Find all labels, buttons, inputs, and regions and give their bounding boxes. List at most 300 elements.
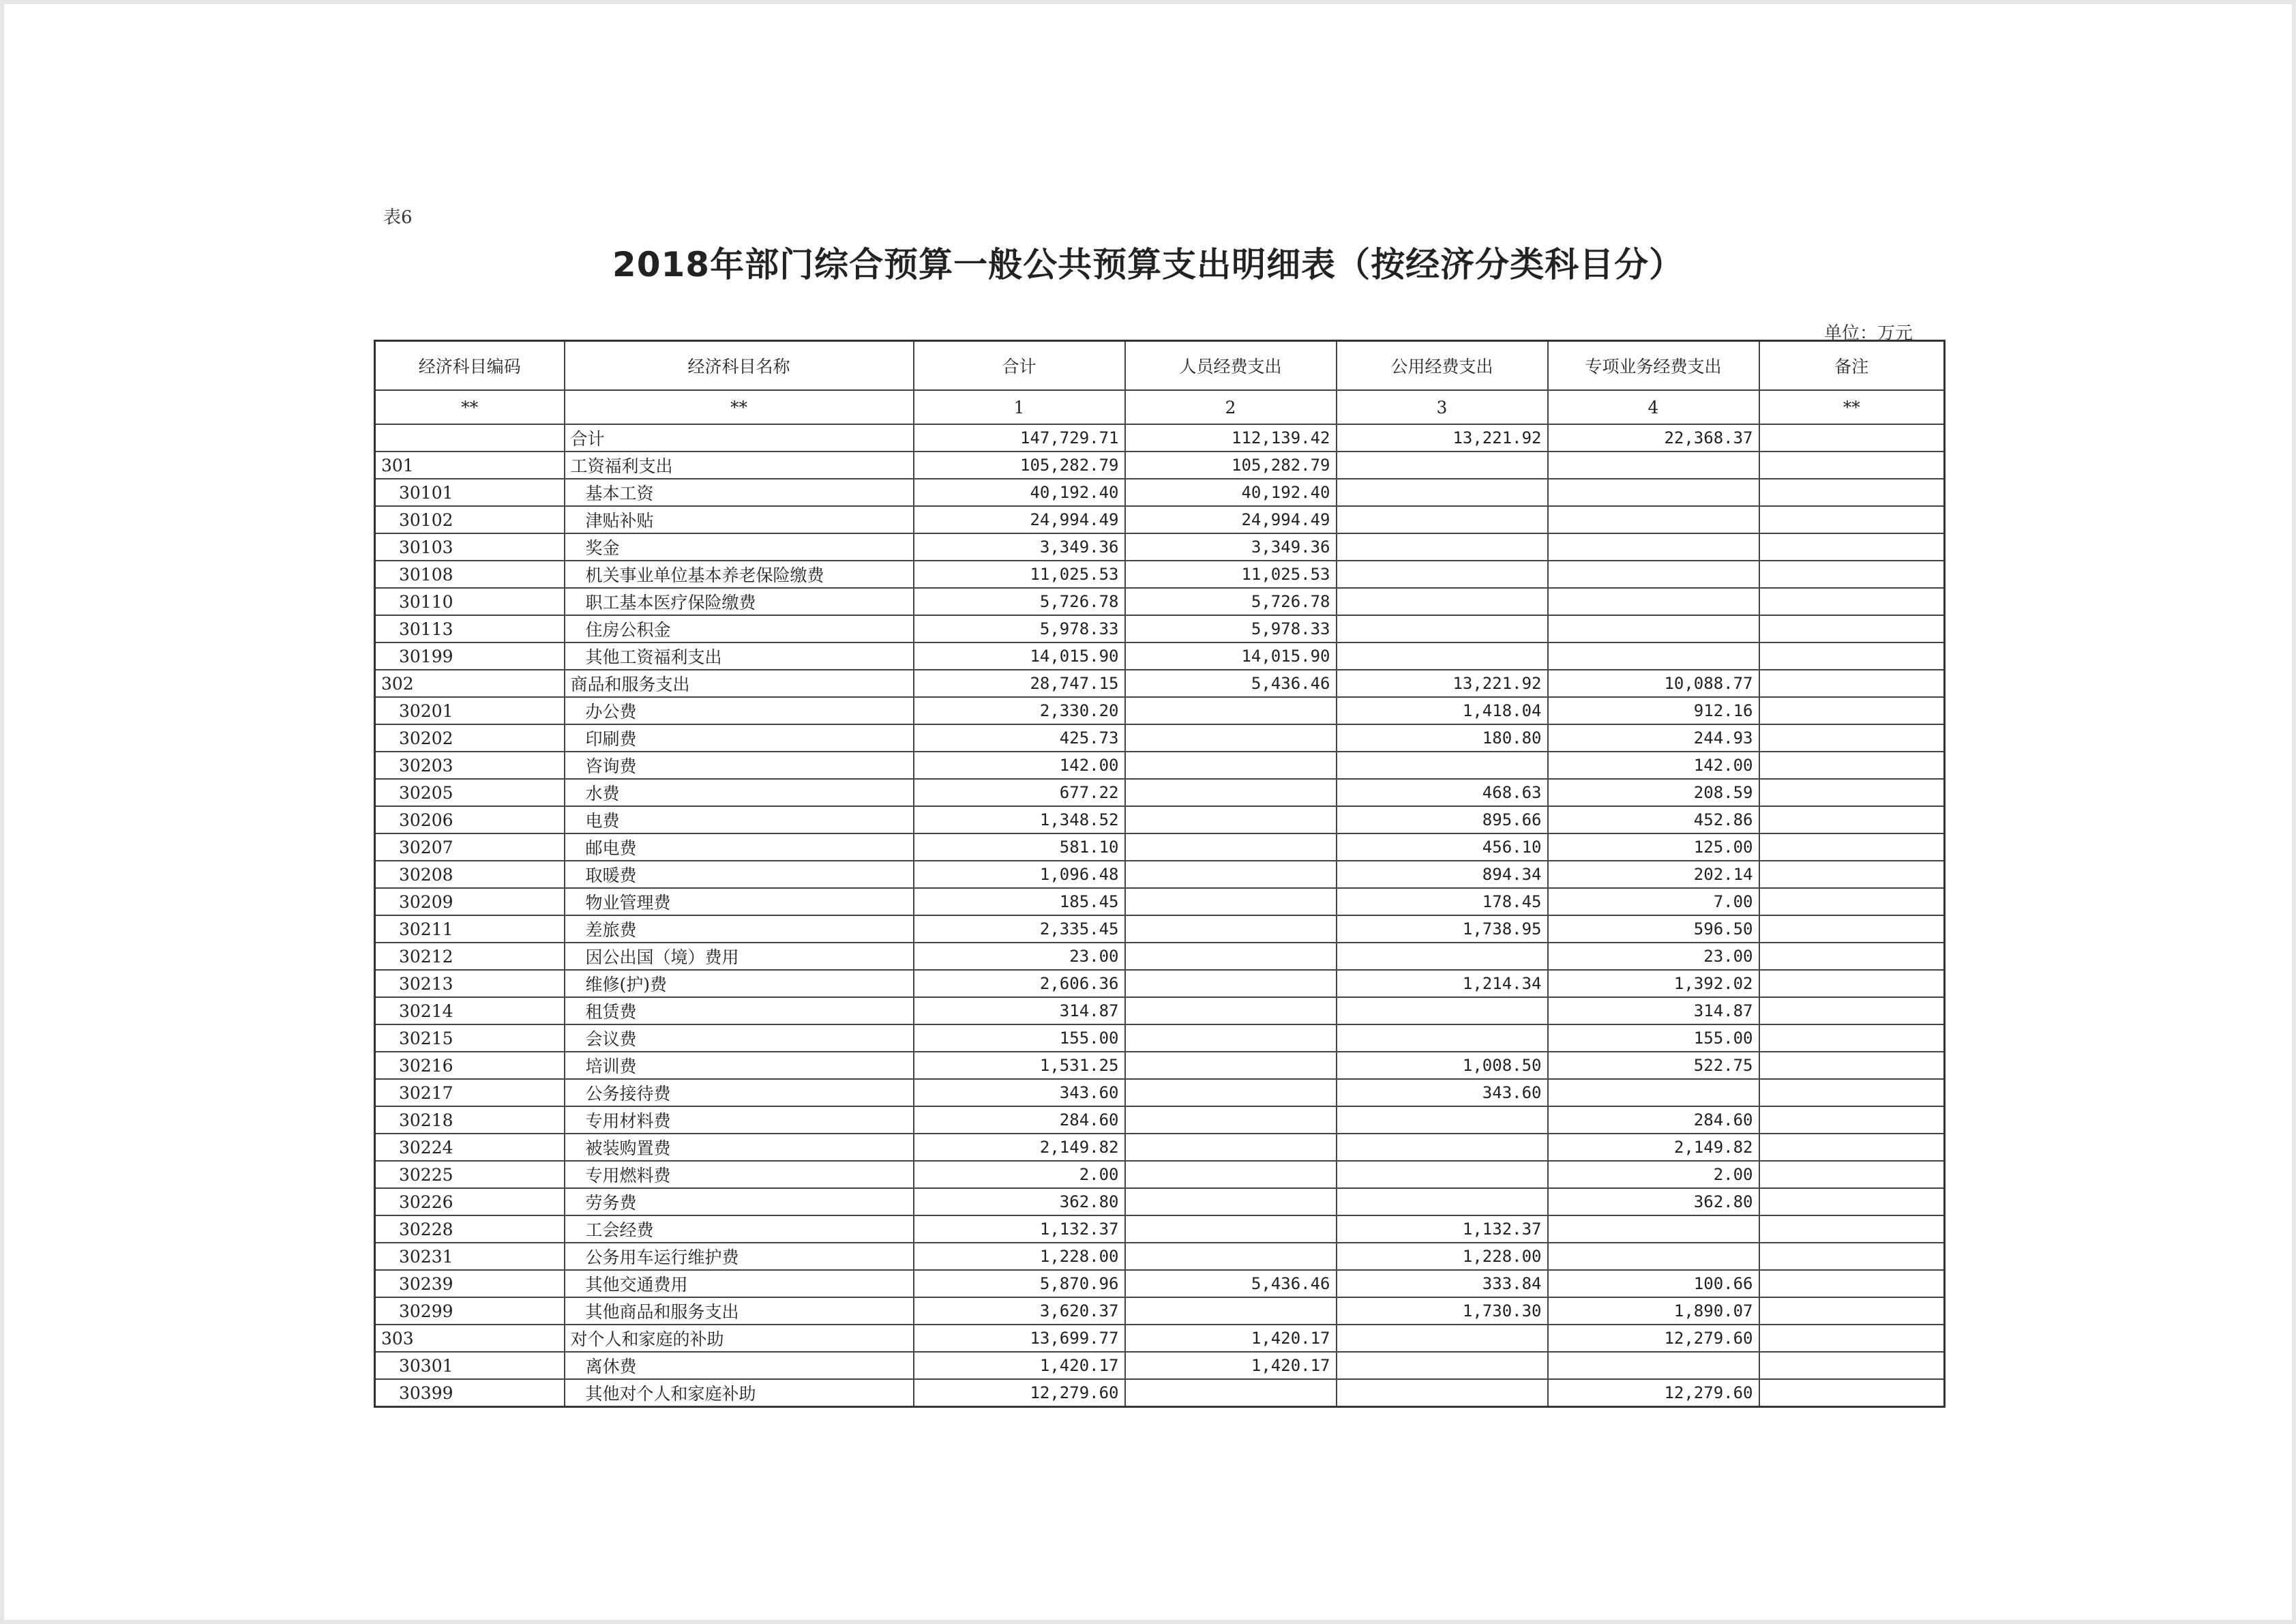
cell-total: 581.10 [914, 833, 1125, 861]
cell-public [1337, 452, 1548, 479]
cell-personnel: 112,139.42 [1125, 424, 1337, 452]
cell-name: 奖金 [565, 533, 914, 561]
cell-code: 30110 [375, 588, 565, 615]
cell-public: 1,008.50 [1337, 1052, 1548, 1079]
table-row [375, 697, 1945, 724]
cell-name: 公务接待费 [565, 1079, 914, 1106]
cell-code: 30299 [375, 1297, 565, 1325]
cell-personnel [1125, 1106, 1337, 1134]
cell-public [1337, 533, 1548, 561]
table-row [375, 861, 1945, 888]
cell-personnel [1125, 1243, 1337, 1270]
cell-personnel [1125, 752, 1337, 779]
cell-code: 30301 [375, 1352, 565, 1379]
table-row [375, 452, 1945, 479]
cell-total: 284.60 [914, 1106, 1125, 1134]
cell-note [1759, 752, 1945, 779]
cell-special: 362.80 [1548, 1188, 1759, 1215]
cell-code: 30228 [375, 1215, 565, 1243]
cell-note [1759, 779, 1945, 806]
cell-name: 电费 [565, 806, 914, 833]
cell-total: 343.60 [914, 1079, 1125, 1106]
cell-note [1759, 588, 1945, 615]
table-row [375, 1243, 1945, 1270]
cell-special [1548, 643, 1759, 670]
cell-personnel: 5,726.78 [1125, 588, 1337, 615]
cell-public [1337, 1134, 1548, 1161]
table-row [375, 779, 1945, 806]
cell-public: 1,228.00 [1337, 1243, 1548, 1270]
cell-name: 差旅费 [565, 915, 914, 943]
cell-public [1337, 943, 1548, 970]
cell-code: 30199 [375, 643, 565, 670]
cell-personnel [1125, 1297, 1337, 1325]
cell-note [1759, 1270, 1945, 1297]
cell-name: 公务用车运行维护费 [565, 1243, 914, 1270]
table-row [375, 588, 1945, 615]
cell-name: 住房公积金 [565, 615, 914, 643]
cell-total: 2,149.82 [914, 1134, 1125, 1161]
cell-special: 22,368.37 [1548, 424, 1759, 452]
cell-personnel: 14,015.90 [1125, 643, 1337, 670]
index-note: ** [1759, 390, 1945, 424]
cell-note [1759, 1052, 1945, 1079]
cell-special: 100.66 [1548, 1270, 1759, 1297]
cell-personnel: 11,025.53 [1125, 561, 1337, 588]
cell-personnel: 1,420.17 [1125, 1352, 1337, 1379]
cell-total: 425.73 [914, 724, 1125, 752]
cell-name: 物业管理费 [565, 888, 914, 915]
cell-public [1337, 1024, 1548, 1052]
cell-personnel: 24,994.49 [1125, 506, 1337, 533]
index-public: 3 [1337, 390, 1548, 424]
cell-total: 3,620.37 [914, 1297, 1125, 1325]
table-row [375, 506, 1945, 533]
cell-code: 30224 [375, 1134, 565, 1161]
cell-code: 30108 [375, 561, 565, 588]
cell-personnel [1125, 943, 1337, 970]
cell-total: 147,729.71 [914, 424, 1125, 452]
table-row [375, 1297, 1945, 1325]
page-title: 2018年部门综合预算一般公共预算支出明细表（按经济分类科目分） [612, 245, 1684, 284]
cell-note [1759, 533, 1945, 561]
cell-public: 13,221.92 [1337, 424, 1548, 452]
cell-code: 30205 [375, 779, 565, 806]
index-total: 1 [914, 390, 1125, 424]
cell-name: 基本工资 [565, 479, 914, 506]
cell-name: 专用燃料费 [565, 1161, 914, 1188]
cell-special: 2.00 [1548, 1161, 1759, 1188]
budget-table [374, 340, 1945, 1408]
table-row [375, 833, 1945, 861]
cell-total: 11,025.53 [914, 561, 1125, 588]
cell-public [1337, 506, 1548, 533]
cell-note [1759, 806, 1945, 833]
cell-special: 12,279.60 [1548, 1325, 1759, 1352]
cell-personnel [1125, 779, 1337, 806]
cell-special: 10,088.77 [1548, 670, 1759, 697]
cell-name: 咨询费 [565, 752, 914, 779]
cell-special [1548, 506, 1759, 533]
cell-total: 2,330.20 [914, 697, 1125, 724]
cell-total: 677.22 [914, 779, 1125, 806]
cell-personnel [1125, 806, 1337, 833]
cell-personnel [1125, 997, 1337, 1024]
cell-name: 办公费 [565, 697, 914, 724]
cell-public [1337, 1161, 1548, 1188]
cell-name: 会议费 [565, 1024, 914, 1052]
cell-special: 2,149.82 [1548, 1134, 1759, 1161]
cell-total: 185.45 [914, 888, 1125, 915]
cell-note [1759, 1325, 1945, 1352]
cell-special: 912.16 [1548, 697, 1759, 724]
table-row [375, 615, 1945, 643]
cell-total: 1,132.37 [914, 1215, 1125, 1243]
cell-note [1759, 724, 1945, 752]
table-row [375, 1079, 1945, 1106]
index-code: ** [375, 390, 565, 424]
table-row [375, 1325, 1945, 1352]
cell-note [1759, 506, 1945, 533]
cell-code: 30201 [375, 697, 565, 724]
cell-total: 12,279.60 [914, 1379, 1125, 1407]
cell-special: 202.14 [1548, 861, 1759, 888]
cell-name: 专用材料费 [565, 1106, 914, 1134]
cell-total: 5,978.33 [914, 615, 1125, 643]
cell-code: 30203 [375, 752, 565, 779]
cell-total: 142.00 [914, 752, 1125, 779]
cell-special: 7.00 [1548, 888, 1759, 915]
cell-special: 1,890.07 [1548, 1297, 1759, 1325]
cell-name: 职工基本医疗保险缴费 [565, 588, 914, 615]
cell-special: 452.86 [1548, 806, 1759, 833]
cell-personnel [1125, 1161, 1337, 1188]
cell-total: 314.87 [914, 997, 1125, 1024]
cell-public: 333.84 [1337, 1270, 1548, 1297]
cell-special: 314.87 [1548, 997, 1759, 1024]
cell-personnel [1125, 888, 1337, 915]
table-row [375, 1188, 1945, 1215]
table-row [375, 1161, 1945, 1188]
table-row [375, 1024, 1945, 1052]
cell-note [1759, 1134, 1945, 1161]
cell-code: 30218 [375, 1106, 565, 1134]
cell-name: 离休费 [565, 1352, 914, 1379]
cell-special: 1,392.02 [1548, 970, 1759, 997]
cell-public: 1,730.30 [1337, 1297, 1548, 1325]
cell-personnel [1125, 1024, 1337, 1052]
cell-personnel [1125, 1215, 1337, 1243]
cell-note [1759, 997, 1945, 1024]
cell-code: 30101 [375, 479, 565, 506]
cell-total: 13,699.77 [914, 1325, 1125, 1352]
cell-public [1337, 615, 1548, 643]
cell-public [1337, 1188, 1548, 1215]
cell-note [1759, 424, 1945, 452]
cell-personnel: 40,192.40 [1125, 479, 1337, 506]
cell-public [1337, 479, 1548, 506]
table-row [375, 752, 1945, 779]
cell-personnel [1125, 724, 1337, 752]
table-row [375, 1270, 1945, 1297]
cell-code: 30208 [375, 861, 565, 888]
table-row [375, 424, 1945, 452]
cell-special: 284.60 [1548, 1106, 1759, 1134]
cell-note [1759, 1352, 1945, 1379]
table-row [375, 724, 1945, 752]
cell-name: 取暖费 [565, 861, 914, 888]
cell-name: 其他工资福利支出 [565, 643, 914, 670]
cell-code: 30212 [375, 943, 565, 970]
table-row [375, 943, 1945, 970]
cell-code: 30206 [375, 806, 565, 833]
cell-special [1548, 1352, 1759, 1379]
cell-name: 培训费 [565, 1052, 914, 1079]
cell-note [1759, 479, 1945, 506]
table-row [375, 1352, 1945, 1379]
table-row [375, 1106, 1945, 1134]
cell-total: 28,747.15 [914, 670, 1125, 697]
cell-total: 14,015.90 [914, 643, 1125, 670]
cell-code: 30213 [375, 970, 565, 997]
cell-note [1759, 1024, 1945, 1052]
cell-special: 23.00 [1548, 943, 1759, 970]
cell-code: 30214 [375, 997, 565, 1024]
index-special: 4 [1548, 390, 1759, 424]
cell-name: 维修(护)费 [565, 970, 914, 997]
table-row [375, 888, 1945, 915]
cell-personnel [1125, 697, 1337, 724]
cell-name: 其他商品和服务支出 [565, 1297, 914, 1325]
table-row [375, 1052, 1945, 1079]
cell-name: 被装购置费 [565, 1134, 914, 1161]
table-row [375, 670, 1945, 697]
table-label: 表6 [383, 207, 413, 228]
table-row [375, 533, 1945, 561]
index-name: ** [565, 390, 914, 424]
cell-code: 30215 [375, 1024, 565, 1052]
cell-personnel [1125, 915, 1337, 943]
cell-total: 155.00 [914, 1024, 1125, 1052]
cell-public: 343.60 [1337, 1079, 1548, 1106]
cell-total: 1,096.48 [914, 861, 1125, 888]
cell-note [1759, 643, 1945, 670]
index-row [375, 390, 1945, 424]
cell-name: 邮电费 [565, 833, 914, 861]
header-name: 经济科目名称 [565, 341, 914, 391]
cell-total: 362.80 [914, 1188, 1125, 1215]
cell-total: 1,420.17 [914, 1352, 1125, 1379]
cell-special [1548, 588, 1759, 615]
unit-label: 单位：万元 [1824, 323, 1913, 344]
cell-total: 24,994.49 [914, 506, 1125, 533]
cell-personnel [1125, 833, 1337, 861]
cell-personnel [1125, 1134, 1337, 1161]
cell-note [1759, 1243, 1945, 1270]
cell-note [1759, 1188, 1945, 1215]
cell-note [1759, 888, 1945, 915]
cell-special [1548, 452, 1759, 479]
cell-name: 津贴补贴 [565, 506, 914, 533]
cell-total: 2,335.45 [914, 915, 1125, 943]
cell-code: 30239 [375, 1270, 565, 1297]
cell-public: 1,418.04 [1337, 697, 1548, 724]
cell-name: 机关事业单位基本养老保险缴费 [565, 561, 914, 588]
cell-name: 工资福利支出 [565, 452, 914, 479]
cell-public [1337, 1379, 1548, 1407]
cell-code: 30231 [375, 1243, 565, 1270]
cell-name: 其他交通费用 [565, 1270, 914, 1297]
cell-public [1337, 1352, 1548, 1379]
cell-special: 155.00 [1548, 1024, 1759, 1052]
cell-public [1337, 752, 1548, 779]
cell-code: 302 [375, 670, 565, 697]
cell-note [1759, 670, 1945, 697]
table-row [375, 806, 1945, 833]
cell-personnel [1125, 861, 1337, 888]
cell-total: 2,606.36 [914, 970, 1125, 997]
cell-total: 1,228.00 [914, 1243, 1125, 1270]
cell-special: 596.50 [1548, 915, 1759, 943]
cell-code: 30216 [375, 1052, 565, 1079]
cell-note [1759, 861, 1945, 888]
cell-public [1337, 1106, 1548, 1134]
cell-special [1548, 1079, 1759, 1106]
cell-name: 商品和服务支出 [565, 670, 914, 697]
cell-code: 30225 [375, 1161, 565, 1188]
cell-public [1337, 997, 1548, 1024]
cell-code: 30399 [375, 1379, 565, 1407]
cell-name: 印刷费 [565, 724, 914, 752]
cell-public: 13,221.92 [1337, 670, 1548, 697]
table-row [375, 970, 1945, 997]
cell-special: 12,279.60 [1548, 1379, 1759, 1407]
cell-total: 40,192.40 [914, 479, 1125, 506]
cell-note [1759, 1215, 1945, 1243]
cell-note [1759, 615, 1945, 643]
cell-note [1759, 970, 1945, 997]
table-row [375, 1134, 1945, 1161]
cell-note [1759, 1079, 1945, 1106]
cell-personnel: 5,436.46 [1125, 670, 1337, 697]
cell-public: 895.66 [1337, 806, 1548, 833]
cell-code: 30103 [375, 533, 565, 561]
cell-personnel: 3,349.36 [1125, 533, 1337, 561]
budget-table-container [374, 340, 1937, 1408]
cell-total: 1,531.25 [914, 1052, 1125, 1079]
table-body [375, 424, 1945, 1407]
cell-personnel [1125, 970, 1337, 997]
cell-note [1759, 561, 1945, 588]
cell-special [1548, 533, 1759, 561]
table-row [375, 561, 1945, 588]
cell-public: 894.34 [1337, 861, 1548, 888]
cell-total: 5,870.96 [914, 1270, 1125, 1297]
cell-total: 3,349.36 [914, 533, 1125, 561]
cell-code: 303 [375, 1325, 565, 1352]
header-code: 经济科目编码 [375, 341, 565, 391]
cell-note [1759, 452, 1945, 479]
cell-code: 30113 [375, 615, 565, 643]
table-row [375, 479, 1945, 506]
cell-personnel [1125, 1052, 1337, 1079]
cell-name: 对个人和家庭的补助 [565, 1325, 914, 1352]
cell-special [1548, 561, 1759, 588]
cell-code: 30211 [375, 915, 565, 943]
table-row [375, 643, 1945, 670]
cell-code: 301 [375, 452, 565, 479]
cell-personnel [1125, 1188, 1337, 1215]
cell-code: 30226 [375, 1188, 565, 1215]
cell-note [1759, 943, 1945, 970]
cell-personnel [1125, 1079, 1337, 1106]
cell-code: 30209 [375, 888, 565, 915]
cell-note [1759, 1297, 1945, 1325]
cell-special: 142.00 [1548, 752, 1759, 779]
cell-total: 1,348.52 [914, 806, 1125, 833]
cell-code: 30202 [375, 724, 565, 752]
cell-public [1337, 643, 1548, 670]
cell-note [1759, 697, 1945, 724]
cell-special [1548, 1243, 1759, 1270]
cell-public [1337, 561, 1548, 588]
cell-name: 合计 [565, 424, 914, 452]
table-row [375, 915, 1945, 943]
table-row [375, 1215, 1945, 1243]
cell-public: 468.63 [1337, 779, 1548, 806]
cell-public: 1,738.95 [1337, 915, 1548, 943]
cell-code: 30102 [375, 506, 565, 533]
cell-code [375, 424, 565, 452]
cell-note [1759, 833, 1945, 861]
cell-public: 180.80 [1337, 724, 1548, 752]
header-public: 公用经费支出 [1337, 341, 1548, 391]
cell-note [1759, 1379, 1945, 1407]
cell-name: 水费 [565, 779, 914, 806]
cell-public [1337, 1325, 1548, 1352]
cell-public: 1,132.37 [1337, 1215, 1548, 1243]
cell-name: 因公出国（境）费用 [565, 943, 914, 970]
cell-name: 其他对个人和家庭补助 [565, 1379, 914, 1407]
cell-note [1759, 1106, 1945, 1134]
cell-note [1759, 915, 1945, 943]
cell-total: 5,726.78 [914, 588, 1125, 615]
table-row [375, 1379, 1945, 1407]
header-note: 备注 [1759, 341, 1945, 391]
cell-public: 1,214.34 [1337, 970, 1548, 997]
cell-personnel: 5,978.33 [1125, 615, 1337, 643]
cell-personnel: 1,420.17 [1125, 1325, 1337, 1352]
cell-code: 30217 [375, 1079, 565, 1106]
cell-name: 工会经费 [565, 1215, 914, 1243]
cell-special: 125.00 [1548, 833, 1759, 861]
cell-personnel [1125, 1379, 1337, 1407]
cell-code: 30207 [375, 833, 565, 861]
header-personnel: 人员经费支出 [1125, 341, 1337, 391]
cell-special [1548, 1215, 1759, 1243]
cell-special [1548, 479, 1759, 506]
table-row [375, 997, 1945, 1024]
cell-note [1759, 1161, 1945, 1188]
cell-total: 105,282.79 [914, 452, 1125, 479]
cell-public: 456.10 [1337, 833, 1548, 861]
cell-name: 劳务费 [565, 1188, 914, 1215]
cell-name: 租赁费 [565, 997, 914, 1024]
header-total: 合计 [914, 341, 1125, 391]
cell-personnel: 105,282.79 [1125, 452, 1337, 479]
cell-special: 522.75 [1548, 1052, 1759, 1079]
header-row [375, 341, 1945, 391]
